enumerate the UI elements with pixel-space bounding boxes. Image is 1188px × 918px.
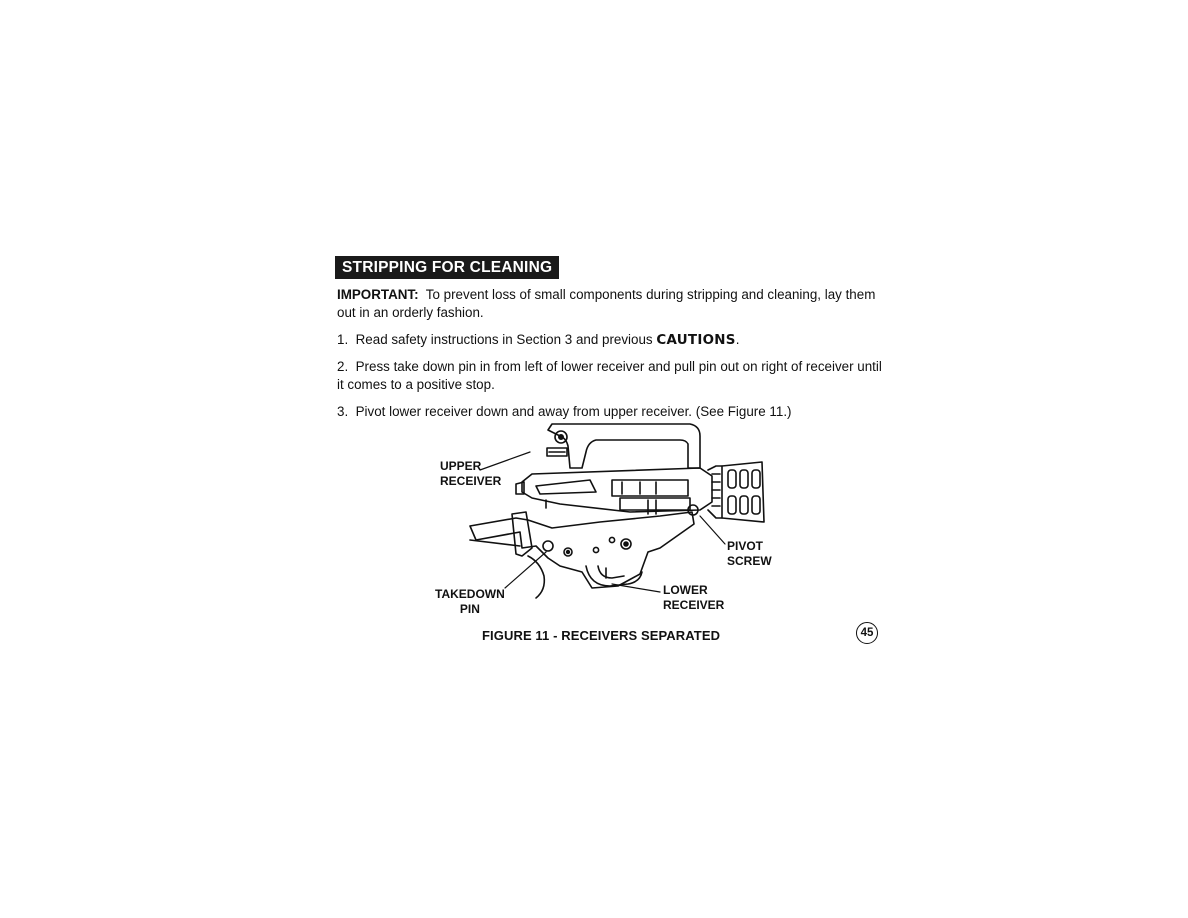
label-line: TAKEDOWN bbox=[435, 587, 505, 601]
label-line: UPPER bbox=[440, 459, 482, 473]
step-2 bbox=[337, 358, 882, 394]
figure-caption: FIGURE 11 - RECEIVERS SEPARATED bbox=[482, 628, 721, 643]
label-line: PIN bbox=[459, 602, 480, 616]
upper-receiver-label bbox=[440, 459, 501, 489]
label-line: SCREW bbox=[727, 554, 772, 568]
step-number: 1. bbox=[337, 332, 349, 347]
label-line: RECEIVER bbox=[440, 474, 502, 488]
step-suffix: . bbox=[735, 332, 740, 347]
step-text: Press take down pin in from left of lower receiver and pull pin out on right of receiver until it comes to a positive stop. bbox=[337, 359, 882, 392]
important-note bbox=[337, 286, 882, 322]
lower-receiver-label bbox=[663, 583, 724, 613]
label-line: RECEIVER bbox=[663, 598, 725, 612]
important-label: IMPORTANT: bbox=[337, 287, 419, 302]
step-1 bbox=[337, 331, 882, 350]
cautions-emphasis: CAUTIONS bbox=[656, 333, 736, 348]
step-number: 2. bbox=[337, 359, 349, 374]
section-heading: STRIPPING FOR CLEANING bbox=[335, 256, 559, 279]
label-line: PIVOT bbox=[727, 539, 764, 553]
step-text: Read safety instructions in Section 3 and previous bbox=[355, 332, 657, 347]
step-text: Pivot lower receiver down and away from upper receiver. (See Figure 11.) bbox=[355, 404, 792, 419]
page-number-badge: 45 bbox=[856, 622, 878, 644]
takedown-pin-label bbox=[435, 587, 505, 617]
pivot-screw-label bbox=[727, 539, 772, 569]
step-3 bbox=[337, 403, 882, 421]
label-line: LOWER bbox=[663, 583, 708, 597]
step-number: 3. bbox=[337, 404, 349, 419]
important-text: To prevent loss of small components during stripping and cleaning, lay them out in an orderly fashion. bbox=[337, 287, 876, 320]
